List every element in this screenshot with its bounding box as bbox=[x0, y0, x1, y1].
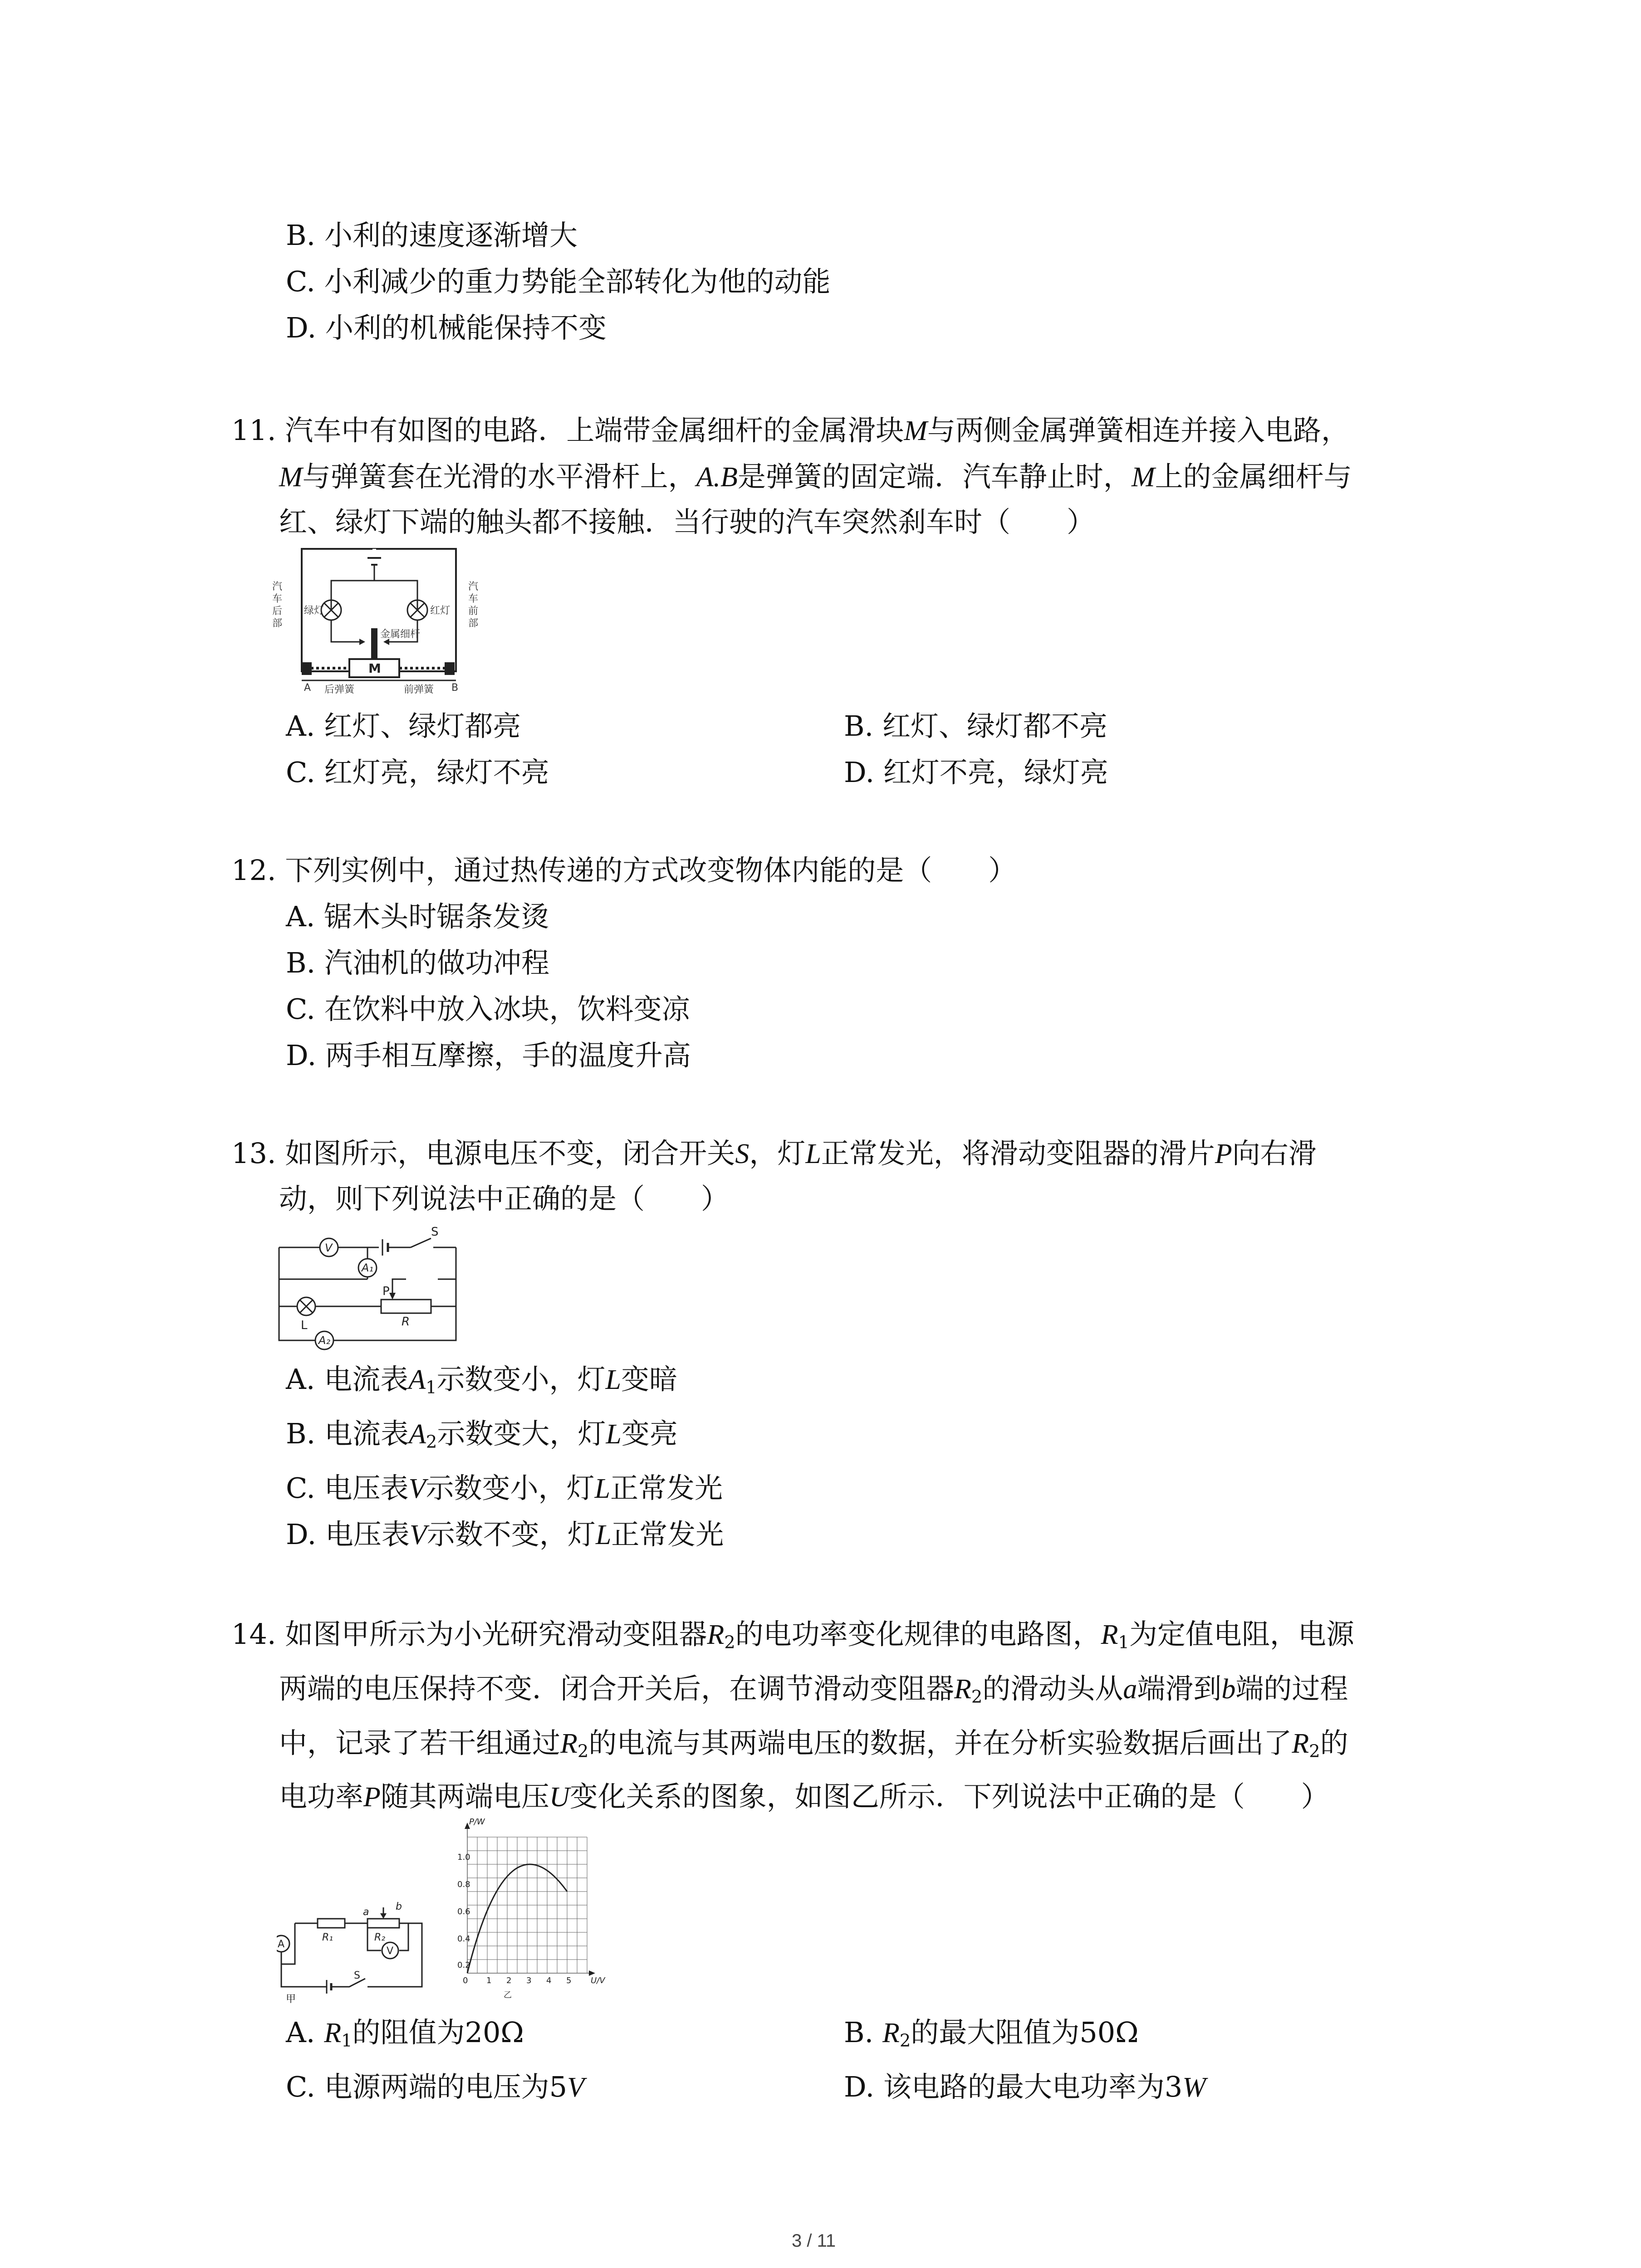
q13-circuit-figure bbox=[274, 1225, 465, 1356]
jia-a-end-label: a bbox=[363, 1906, 369, 1918]
slider-p-label: P bbox=[382, 1285, 390, 1298]
q13-option-b: B. 电流表$A_2$示数变大，灯L变亮 bbox=[286, 1417, 678, 1452]
jia-b-end-label: b bbox=[396, 1901, 402, 1912]
jia-r1-label: R₁ bbox=[322, 1932, 333, 1943]
q13-stem-line1: 13. 如图所示，电源电压不变，闭合开关S，灯L正常发光，将滑动变阻器的滑片P向右滑 bbox=[231, 1137, 1317, 1170]
car-rear-label-2: 车 bbox=[272, 593, 283, 605]
q14-stem-line2: 两端的电压保持不变．闭合开关后，在调节滑动变阻器$R_2$的滑动头从a端滑到b端的过程 bbox=[279, 1672, 1348, 1707]
q10-option-c: C. 小利减少的重力势能全部转化为他的动能 bbox=[286, 265, 831, 298]
q11-option-d: D. 红灯不亮，绿灯亮 bbox=[844, 756, 1108, 789]
car-front-label-1: 汽 bbox=[468, 581, 479, 592]
car-rear-label-3: 后 bbox=[272, 606, 283, 617]
ammeter-a2-label: A₂ bbox=[318, 1334, 331, 1347]
q11-option-b: B. 红灯、绿灯都不亮 bbox=[844, 709, 1107, 743]
jia-caption: 甲 bbox=[286, 1994, 296, 2005]
jia-switch-label: S bbox=[354, 1970, 360, 1981]
q14-stem-line4: 电功率P随其两端电压U变化关系的图象，如图乙所示．下列说法中正确的是（ ） bbox=[279, 1780, 1329, 1813]
car-front-label-3: 前 bbox=[468, 606, 479, 617]
jia-ammeter-label: A bbox=[278, 1939, 285, 1950]
block-m-label: M bbox=[368, 661, 381, 676]
q11-option-c: C. 红灯亮，绿灯不亮 bbox=[286, 756, 549, 789]
yi-xtick-4: 4 bbox=[546, 1976, 552, 1985]
yi-ytick-0.4: 0.4 bbox=[457, 1934, 470, 1944]
green-lamp-label: 绿灯 bbox=[304, 605, 324, 616]
lamp-l-label: L bbox=[301, 1319, 308, 1332]
red-lamp-label: 红灯 bbox=[430, 605, 451, 616]
q14-circuit-jia-figure bbox=[277, 1896, 440, 2005]
q14-option-a: A. $R_1$的阻值为20Ω bbox=[286, 2016, 524, 2051]
spring-end-b-label: B bbox=[451, 682, 459, 694]
q12-option-a: A. 锯木头时锯条发烫 bbox=[286, 900, 549, 933]
voltmeter-v-label: V bbox=[325, 1242, 333, 1254]
yi-ytick-1.0: 1.0 bbox=[457, 1853, 470, 1862]
car-front-label-4: 部 bbox=[468, 618, 479, 629]
q13-option-a: A. 电流表$A_1$示数变小，灯L变暗 bbox=[286, 1363, 678, 1398]
q14-stem-line1: 14. 如图甲所示为小光研究滑动变阻器$R_2$的电功率变化规律的电路图，$R_1$为定值电阻，电源 bbox=[231, 1618, 1354, 1653]
ammeter-a1-label: A₁ bbox=[362, 1261, 374, 1274]
q11-stem-line2: M与弹簧套在光滑的水平滑杆上，A.B是弹簧的固定端．汽车静止时，M上的金属细杆与 bbox=[279, 460, 1352, 493]
yi-ytick-0.2: 0.2 bbox=[457, 1960, 470, 1970]
q13-stem-line2: 动，则下列说法中正确的是（ ） bbox=[279, 1182, 730, 1215]
q10-option-d: D. 小利的机械能保持不变 bbox=[286, 311, 607, 344]
q11-car-circuit-figure bbox=[259, 547, 495, 696]
car-rear-label-1: 汽 bbox=[272, 581, 283, 592]
front-spring-label: 前弹簧 bbox=[404, 684, 434, 695]
jia-voltmeter-label: V bbox=[387, 1945, 394, 1957]
car-rear-label-4: 部 bbox=[272, 618, 283, 629]
q13-option-d: D. 电压表V示数不变，灯L正常发光 bbox=[286, 1518, 724, 1551]
rear-spring-label: 后弹簧 bbox=[324, 684, 355, 695]
q11-stem-line3: 红、绿灯下端的触头都不接触．当行驶的汽车突然刹车时（ ） bbox=[279, 505, 1095, 538]
q14-stem-line3: 中，记录了若干组通过$R_2$的电流与其两端电压的数据，并在分析实验数据后画出了$R_2$的 bbox=[279, 1726, 1348, 1762]
yi-ytick-0.8: 0.8 bbox=[457, 1880, 470, 1889]
rheostat-r-label: R bbox=[402, 1315, 410, 1329]
spring-end-a-label: A bbox=[304, 682, 311, 694]
q14-option-b: B. $R_2$的最大阻值为50Ω bbox=[844, 2016, 1139, 2051]
q13-option-c: C. 电压表V示数变小，灯L正常发光 bbox=[286, 1471, 723, 1505]
yi-xtick-1: 1 bbox=[486, 1976, 492, 1985]
q14-graph-yi-figure bbox=[449, 1814, 622, 2005]
jia-r2-label: R₂ bbox=[374, 1932, 386, 1943]
q11-option-a: A. 红灯、绿灯都亮 bbox=[286, 709, 521, 743]
switch-s-label: S bbox=[431, 1225, 439, 1239]
yi-ytick-0.6: 0.6 bbox=[457, 1907, 470, 1916]
q12-option-b: B. 汽油机的做功冲程 bbox=[286, 946, 549, 979]
page-number: 3 / 11 bbox=[792, 2231, 836, 2251]
q12-stem: 12. 下列实例中，通过热传递的方式改变物体内能的是（ ） bbox=[231, 854, 1017, 887]
q14-option-c: C. 电源两端的电压为5V bbox=[286, 2070, 584, 2103]
q14-option-d: D. 该电路的最大电功率为3W bbox=[844, 2070, 1206, 2103]
q10-option-b: B. 小利的速度逐渐增大 bbox=[286, 219, 578, 252]
q12-option-c: C. 在饮料中放入冰块，饮料变凉 bbox=[286, 992, 690, 1026]
yi-xtick-5: 5 bbox=[566, 1976, 572, 1985]
q12-option-d: D. 两手相互摩擦，手的温度升高 bbox=[286, 1039, 691, 1072]
car-front-label-2: 车 bbox=[468, 593, 479, 605]
yi-xtick-0: 0 bbox=[463, 1976, 468, 1985]
yi-caption: 乙 bbox=[504, 1990, 512, 2000]
yi-xtick-2: 2 bbox=[506, 1976, 512, 1985]
yi-y-axis-label: P/W bbox=[469, 1817, 485, 1827]
metal-rod-label: 金属细杆 bbox=[380, 629, 421, 640]
yi-xtick-3: 3 bbox=[526, 1976, 532, 1985]
yi-x-axis-label: U/V bbox=[591, 1976, 605, 1985]
q11-stem-line1: 11. 汽车中有如图的电路．上端带金属细杆的金属滑块M与两侧金属弹簧相连并接入电路， bbox=[231, 414, 1349, 447]
